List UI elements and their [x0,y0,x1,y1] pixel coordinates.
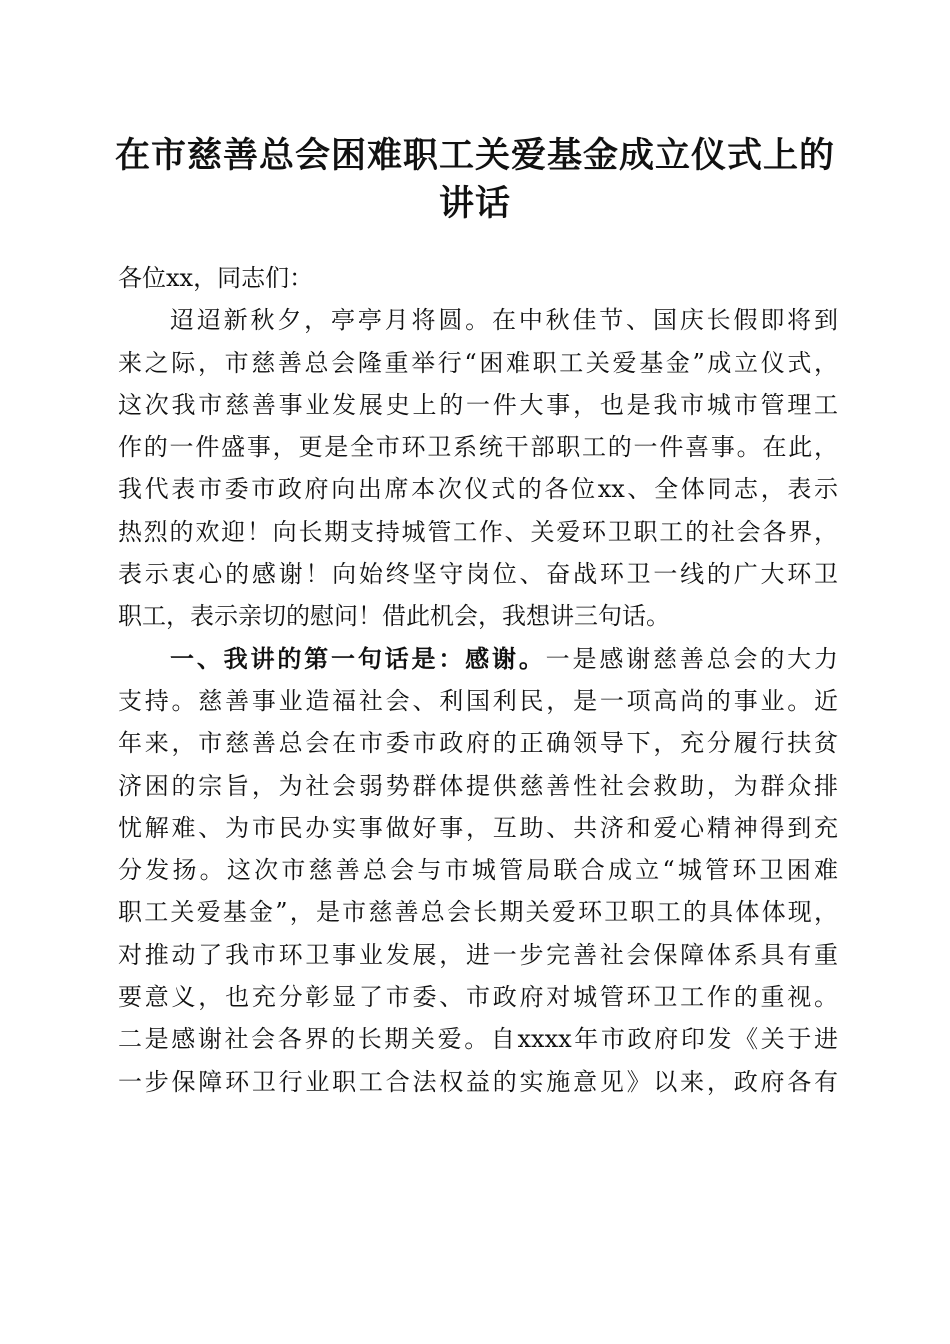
document-body [118,257,838,1103]
paragraph-line [118,638,838,680]
paragraph-line: 这次我市慈善事业发展史上的一件大事，也是我市城市管理工 [118,390,838,419]
paragraph-line: 一步保障环卫行业职工合法权益的实施意见》以来，政府各有 [118,1067,838,1096]
paragraph-line: 迢迢新秋夕，亭亭月将圆。在中秋佳节、国庆长假即将到 [170,306,838,335]
paragraph-line: 年来，市慈善总会在市委市政府的正确领导下，充分履行扶贫 [118,729,838,758]
title-line-1: 在市慈善总会困难职工关爱基金成立仪式上的 [114,135,835,176]
paragraph-line: 热烈的欢迎！向长期支持城管工作、关爱环卫职工的社会各界， [118,517,838,546]
paragraph-line: 二是感谢社会各界的长期关爱。自xxxx年市政府印发《关于进 [118,1025,838,1054]
paragraph-line: 表示衷心的感谢！向始终坚守岗位、奋战环卫一线的广大环卫 [118,560,838,589]
document-title [110,132,840,228]
paragraph-line: 济困的宗旨，为社会弱势群体提供慈善性社会救助，为群众排 [118,771,838,800]
paragraph-line: 作的一件盛事，更是全市环卫系统干部职工的一件喜事。在此， [118,433,838,462]
paragraph-line: 要意义，也充分彰显了市委、市政府对城管环卫工作的重视。 [118,983,838,1012]
paragraph-line: 职工关爱基金”，是市慈善总会长期关爱环卫职工的具体体现， [118,898,838,927]
paragraph-opening [118,299,838,637]
paragraph-line: 对推动了我市环卫事业发展，进一步完善社会保障体系具有重 [118,940,838,969]
title-line-2: 讲话 [438,183,511,224]
paragraph-thanks [118,638,838,1103]
paragraph-line: 我代表市委市政府向出席本次仪式的各位xx、全体同志，表示 [118,475,838,504]
salutation: 各位xx，同志们： [118,264,314,292]
paragraph-line: 来之际，市慈善总会隆重举行“困难职工关爱基金”成立仪式， [118,348,838,377]
section-heading: 一、我讲的第一句话是：感谢。 [170,643,546,673]
section-heading-rest: 一是感谢慈善总会的大力 [545,644,839,673]
paragraph-line: 忧解难、为市民办实事做好事，互助、共济和爱心精神得到充 [118,813,838,842]
paragraph-line: 分发扬。这次市慈善总会与市城管局联合成立“城管环卫困难 [118,856,838,885]
paragraph-line: 支持。慈善事业造福社会、利国利民，是一项高尚的事业。近 [118,686,838,715]
paragraph-line: 职工，表示亲切的慰问！借此机会，我想讲三句话。 [118,602,670,631]
